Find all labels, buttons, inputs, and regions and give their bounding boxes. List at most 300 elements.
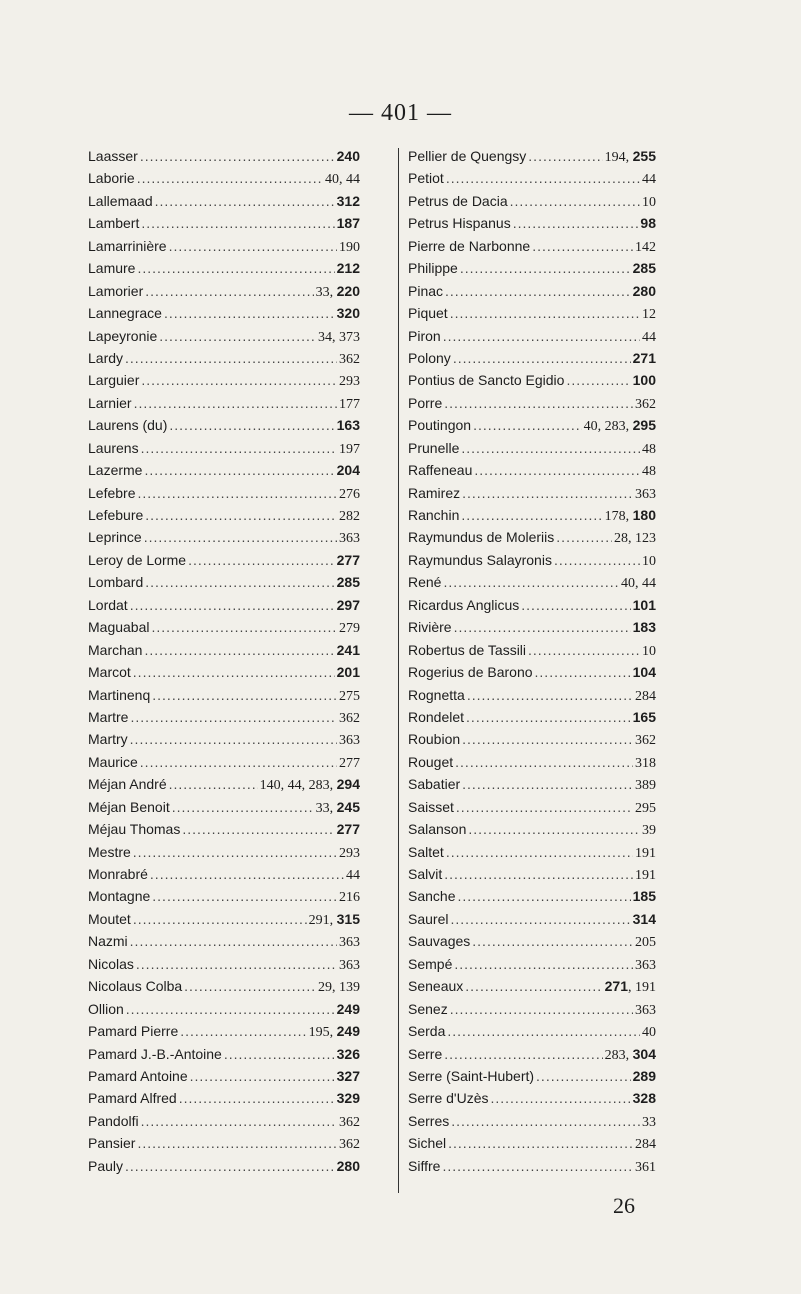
index-entry <box>408 302 656 324</box>
entry-name: Poutingon <box>408 417 472 434</box>
dot-leader <box>137 482 337 504</box>
page-ref-bold: 294 <box>336 776 360 793</box>
index-entry <box>88 998 360 1020</box>
entry-pages <box>642 327 656 349</box>
page-ref: 295 <box>635 800 656 816</box>
index-entry <box>88 594 360 616</box>
entry-pages <box>633 661 656 685</box>
index-entry <box>408 190 656 212</box>
entry-pages <box>605 504 656 528</box>
entry-name: Lambert <box>88 215 140 232</box>
entry-name: Sichel <box>408 1135 447 1152</box>
entry-pages <box>633 1087 656 1111</box>
dot-leader <box>125 347 337 369</box>
entry-name: Ramirez <box>408 484 461 501</box>
page-ref: 363 <box>635 957 656 973</box>
entry-name: Laurens (du) <box>88 417 168 434</box>
page-ref-bold: 241 <box>336 641 360 658</box>
index-entry <box>88 728 360 750</box>
page-ref: 293 <box>339 845 360 861</box>
dot-leader <box>490 1087 630 1109</box>
page-ref-bold: 312 <box>336 192 360 209</box>
index-entry <box>88 975 360 997</box>
entry-pages <box>337 257 360 281</box>
entry-name: Serre d'Uzès <box>408 1090 489 1107</box>
entry-name: Saurel <box>408 910 449 927</box>
page-ref: 28, 123 <box>614 531 656 547</box>
entry-pages <box>325 169 360 191</box>
page-ref-bold: 201 <box>336 664 360 681</box>
page-ref: 362 <box>635 733 656 749</box>
dot-leader <box>450 908 630 930</box>
entry-name: Porre <box>408 394 443 411</box>
entry-pages <box>642 1112 656 1134</box>
dot-leader <box>140 751 337 773</box>
dot-leader <box>462 728 633 750</box>
entry-name: Piquet <box>408 305 448 322</box>
index-entry <box>408 145 656 167</box>
entry-name: Serre (Saint-Hubert) <box>408 1067 535 1084</box>
entry-name: Martre <box>88 708 129 725</box>
entry-name: Sempé <box>408 955 453 972</box>
entry-name: Mestre <box>88 843 131 860</box>
index-entry <box>88 549 360 571</box>
entry-name: Petiot <box>408 170 444 187</box>
entry-name: Lefebure <box>88 507 144 523</box>
entry-pages <box>640 212 656 236</box>
entry-pages <box>339 237 360 259</box>
page-ref-bold: 249 <box>336 1023 360 1040</box>
index-entry <box>88 212 360 234</box>
entry-name: Nicolas <box>88 955 134 972</box>
entry-name: Pauly <box>88 1157 124 1174</box>
entry-pages <box>633 1065 656 1089</box>
entry-pages <box>642 169 656 191</box>
page-ref-bold: 280 <box>632 282 656 299</box>
entry-pages <box>339 753 360 775</box>
dot-leader <box>448 1132 633 1154</box>
entry-name: Salvit <box>408 866 443 882</box>
entry-name: Piron <box>408 327 441 344</box>
entry-name: Montagne <box>88 888 151 905</box>
entry-pages <box>339 887 360 909</box>
index-entry <box>88 1087 360 1109</box>
entry-name: Ranchin <box>408 507 460 523</box>
index-entry <box>408 706 656 728</box>
index-entry <box>88 414 360 436</box>
dot-leader <box>456 796 633 818</box>
signature-number: 26 <box>613 1193 635 1218</box>
entry-pages <box>642 641 656 663</box>
dot-leader <box>179 1087 335 1109</box>
entry-pages <box>642 1022 656 1044</box>
index-entry <box>408 773 656 795</box>
index-entry <box>408 841 656 863</box>
entry-pages <box>318 327 360 349</box>
dot-leader <box>164 302 335 324</box>
entry-name: Laurens <box>88 439 139 456</box>
index-entry <box>88 1065 360 1087</box>
entry-pages <box>642 551 656 573</box>
index-entry <box>88 953 360 975</box>
page-ref: 40, 44 <box>621 576 656 592</box>
index-entry <box>88 347 360 369</box>
dot-leader <box>172 796 314 818</box>
page-ref: 44 <box>346 868 360 883</box>
entry-pages <box>635 753 656 775</box>
page-ref: 29, 139 <box>318 980 360 996</box>
page-ref: 195, <box>308 1025 337 1041</box>
dot-leader <box>462 482 633 504</box>
page-ref-bold: 295 <box>632 417 656 434</box>
page-ref: 48 <box>642 441 656 457</box>
entry-pages <box>635 865 656 887</box>
dot-leader <box>468 818 640 840</box>
page-ref-bold: 277 <box>336 821 360 838</box>
entry-pages <box>260 773 360 797</box>
index-entry <box>408 167 656 189</box>
column-divider <box>398 148 399 1193</box>
entry-name: Sabatier <box>408 776 461 793</box>
dot-leader <box>145 280 313 302</box>
page-ref: 362 <box>635 396 656 412</box>
entry-name: Sanche <box>408 888 456 905</box>
entry-name: Petrus Hispanus <box>408 215 511 232</box>
entry-name: Philippe <box>408 260 458 277</box>
entry-name: Lardy <box>88 349 124 366</box>
dot-leader <box>188 549 335 571</box>
index-entry <box>88 437 360 459</box>
page-ref: 39 <box>642 823 656 839</box>
entry-name: Méjan André <box>88 776 167 793</box>
entry-pages <box>642 439 656 461</box>
page-ref: 276 <box>339 486 360 502</box>
entry-pages <box>339 371 360 393</box>
entry-name: Lamure <box>88 260 136 277</box>
entry-name: Rondelet <box>408 708 465 725</box>
page-ref-bold: 187 <box>336 215 360 232</box>
dot-leader <box>152 616 338 638</box>
dot-leader <box>535 661 631 683</box>
page-ref: 363 <box>339 531 360 547</box>
entry-name: Larguier <box>88 372 140 389</box>
index-entry <box>408 504 656 526</box>
dot-leader <box>144 459 334 481</box>
entry-name: Leprince <box>88 529 142 546</box>
entry-name: Laasser <box>88 148 138 164</box>
dot-leader <box>130 594 335 616</box>
index-entry <box>408 549 656 571</box>
index-entry <box>88 235 360 257</box>
page-ref: 277 <box>339 755 360 771</box>
page-ref-bold: 100 <box>632 372 656 389</box>
page-ref-bold: 326 <box>336 1045 360 1062</box>
index-entry <box>408 1155 656 1177</box>
index-entry <box>408 1132 656 1154</box>
page-number-header: — 401 — <box>349 100 452 126</box>
dot-leader <box>566 369 630 391</box>
dot-leader <box>461 437 640 459</box>
dot-leader <box>536 1065 631 1087</box>
dot-leader <box>447 1020 640 1042</box>
entry-pages <box>337 661 360 685</box>
page-ref: 363 <box>635 486 656 502</box>
entry-name: Ollion <box>88 1000 124 1017</box>
index-entry <box>88 1132 360 1154</box>
page-ref-bold: 315 <box>336 910 360 927</box>
index-entry <box>88 885 360 907</box>
entry-pages <box>635 955 656 977</box>
index-entry <box>408 325 656 347</box>
page-ref-bold: 249 <box>336 1000 360 1017</box>
entry-pages <box>642 304 656 326</box>
entry-name: Rogerius de Barono <box>408 664 533 681</box>
dot-leader <box>465 975 602 997</box>
entry-name: Seneaux <box>408 978 464 995</box>
entry-pages <box>642 192 656 214</box>
dot-leader <box>442 1155 633 1177</box>
dot-leader <box>144 526 337 548</box>
index-entry <box>408 908 656 930</box>
page-ref: 48 <box>642 464 656 480</box>
dot-leader <box>184 975 316 997</box>
entry-pages <box>584 414 656 438</box>
entry-pages <box>339 439 360 461</box>
dot-leader <box>554 549 640 571</box>
entry-name: Marchan <box>88 641 143 658</box>
entry-name: Pamard Antoine <box>88 1067 188 1084</box>
page-ref: 205 <box>635 935 656 951</box>
entry-pages <box>337 594 360 618</box>
index-entry <box>408 885 656 907</box>
entry-name: Moutet <box>88 910 131 927</box>
page-ref: 190 <box>339 239 360 255</box>
index-entry <box>408 347 656 369</box>
index-entry <box>408 437 656 459</box>
dot-leader <box>155 190 335 212</box>
dot-leader <box>513 212 639 234</box>
page-ref: 12 <box>642 307 656 323</box>
entry-pages <box>339 955 360 977</box>
entry-name: Roubion <box>408 731 461 748</box>
index-entry <box>88 616 360 638</box>
index-entry <box>408 571 656 593</box>
index-column-left <box>88 145 360 1177</box>
entry-pages <box>339 843 360 865</box>
index-entry <box>88 796 360 818</box>
index-entry <box>408 280 656 302</box>
page-ref-bold: 255 <box>632 148 656 164</box>
page-ref-bold: 163 <box>336 417 360 434</box>
page-ref: 40 <box>642 1025 656 1041</box>
page-ref-bold: 180 <box>632 507 656 523</box>
entry-name: Pansier <box>88 1135 136 1152</box>
entry-name: Siffre <box>408 1157 441 1174</box>
dot-leader <box>455 751 633 773</box>
index-entry <box>408 526 656 548</box>
page-ref: 177 <box>339 396 360 412</box>
index-entry <box>408 953 656 975</box>
entry-pages <box>337 1065 360 1089</box>
entry-pages <box>339 528 360 550</box>
page-ref: 283, <box>604 1047 633 1063</box>
page-ref: 10 <box>642 553 656 569</box>
index-entry <box>88 751 360 773</box>
entry-name: Lazerme <box>88 462 143 479</box>
page-ref: 142 <box>635 239 656 255</box>
index-entry <box>408 235 656 257</box>
entry-name: Petrus de Dacia <box>408 192 508 209</box>
entry-pages <box>337 1043 360 1067</box>
entry-pages <box>337 549 360 573</box>
index-entry <box>408 616 656 638</box>
dot-leader <box>169 235 337 257</box>
index-entry <box>88 1043 360 1065</box>
entry-pages <box>635 484 656 506</box>
page-ref: 33, <box>315 800 337 816</box>
page-ref: 40, 44 <box>325 172 360 188</box>
entry-pages <box>633 616 656 640</box>
index-entry <box>408 392 656 414</box>
dot-leader <box>133 908 307 930</box>
index-entry <box>88 1020 360 1042</box>
page-ref: 275 <box>339 688 360 704</box>
entry-name: Polony <box>408 349 451 366</box>
dot-leader <box>152 885 337 907</box>
entry-name: Pamard Alfred <box>88 1090 177 1107</box>
page-ref: 282 <box>339 509 360 524</box>
page-ref: 291, <box>308 912 337 928</box>
index-entry <box>408 1110 656 1132</box>
dot-leader <box>130 930 337 952</box>
page-ref: 178, <box>604 509 633 524</box>
entry-name: Serres <box>408 1112 450 1129</box>
entry-name: Raymundus Salayronis <box>408 551 552 568</box>
index-entry <box>408 930 656 952</box>
dot-leader <box>136 953 337 975</box>
entry-name: Marcot <box>88 664 131 681</box>
index-entry <box>88 167 360 189</box>
dot-leader <box>454 953 633 975</box>
entry-name: Rouget <box>408 753 454 770</box>
dot-leader <box>444 392 633 414</box>
entry-pages <box>633 706 656 730</box>
page-ref-bold: 101 <box>632 596 656 613</box>
entry-pages <box>633 257 656 281</box>
entry-pages <box>635 1157 656 1179</box>
index-entry <box>408 594 656 616</box>
entry-pages <box>635 730 656 752</box>
dot-leader <box>461 504 602 526</box>
page-ref-bold: 320 <box>336 305 360 322</box>
entry-pages <box>339 394 360 416</box>
dot-leader <box>182 818 334 840</box>
dot-leader <box>532 235 633 257</box>
dot-leader <box>457 885 630 907</box>
entry-name: Laborie <box>88 170 135 187</box>
index-entry <box>88 706 360 728</box>
dot-leader <box>451 1110 640 1132</box>
entry-pages <box>337 639 360 663</box>
page-ref-bold: 240 <box>336 148 360 164</box>
page-ref: 33, <box>315 284 337 300</box>
page-ref: 284 <box>635 688 656 704</box>
entry-pages <box>635 1134 656 1156</box>
index-entry <box>88 145 360 167</box>
entry-pages <box>633 347 656 371</box>
page-ref-bold: 245 <box>336 798 360 815</box>
entry-name: René <box>408 574 442 591</box>
index-entry <box>408 975 656 997</box>
dot-leader <box>521 594 630 616</box>
dot-leader <box>130 706 337 728</box>
index-entry <box>408 751 656 773</box>
entry-pages <box>337 998 360 1022</box>
entry-pages <box>635 932 656 954</box>
entry-pages <box>339 1134 360 1156</box>
page-ref: 362 <box>339 1114 360 1130</box>
index-entry <box>408 998 656 1020</box>
index-entry <box>408 212 656 234</box>
index-entry <box>408 369 656 391</box>
entry-pages <box>339 686 360 708</box>
index-entry <box>88 482 360 504</box>
dot-leader <box>444 863 633 885</box>
entry-pages <box>635 394 656 416</box>
entry-pages <box>339 349 360 371</box>
entry-pages <box>339 484 360 506</box>
entry-pages <box>614 528 656 550</box>
dot-leader <box>137 257 334 279</box>
entry-pages <box>605 145 656 169</box>
dot-leader <box>145 571 334 593</box>
dot-leader <box>126 998 335 1020</box>
dot-leader <box>473 414 582 436</box>
page-ref: 34, 373 <box>318 329 360 345</box>
entry-name: Nazmi <box>88 933 128 950</box>
index-entry <box>88 325 360 347</box>
entry-name: Robertus de Tassili <box>408 641 527 658</box>
dot-leader <box>141 1110 337 1132</box>
index-entry <box>408 1065 656 1087</box>
dot-leader <box>462 773 633 795</box>
entry-pages <box>633 908 656 932</box>
page-ref: 361 <box>635 1159 656 1175</box>
index-entry <box>88 1110 360 1132</box>
dot-leader <box>510 190 640 212</box>
page-ref: 191 <box>635 845 656 861</box>
entry-name: Pandolfi <box>88 1112 139 1129</box>
entry-pages <box>316 280 360 304</box>
index-entry <box>88 280 360 302</box>
dot-leader <box>450 302 640 324</box>
page-ref-bold: 271 <box>604 978 628 995</box>
entry-pages <box>633 280 656 304</box>
entry-pages <box>337 145 360 169</box>
dot-leader <box>467 684 633 706</box>
index-entry <box>408 661 656 683</box>
index-entry <box>88 773 360 795</box>
index-entry <box>88 818 360 840</box>
entry-pages <box>635 775 656 797</box>
page-ref: 389 <box>635 778 656 794</box>
page-ref: 216 <box>339 890 360 906</box>
page-ref: 293 <box>339 374 360 390</box>
dot-leader <box>445 280 631 302</box>
dot-leader <box>141 437 337 459</box>
dot-leader <box>446 841 633 863</box>
index-entry <box>88 863 360 885</box>
